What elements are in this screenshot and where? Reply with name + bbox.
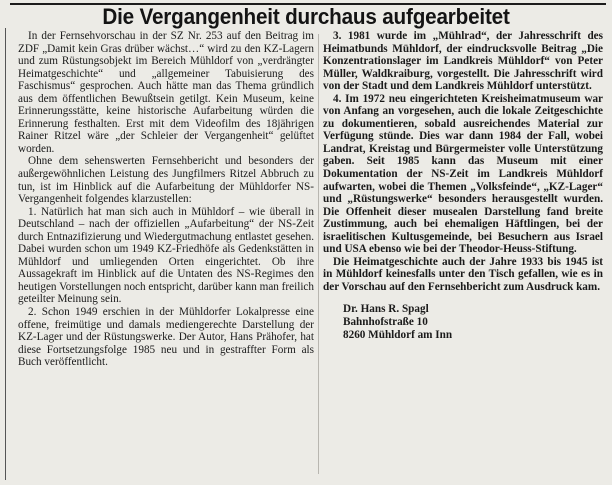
author-city: 8260 Mühldorf am Inn	[343, 328, 453, 341]
paragraph-intro: In der Fernsehvorschau in der SZ Nr. 253 auf den Beitrag im ZDF „Damit kein Gras drüber wächst…“ wird zu den KZ-Lagern und zum Rüstungsobjekt im Bereich Mühldorf von „verdrängter Heimatgeschichte“ und „allgemeiner Tabuisierung des Faschismus“ gesprochen. Auch hätte man das Thema gründlich aus dem öffentlichen Bewußtsein getilgt. Kein Museum, keine Erinnerungsstätte, keine historische Aufarbeitung würden die Erinnerung festhalten. Erst mit dem Videofilm des 18jährigen Rainer Ritzel wäre „der Schleier der Vergangenheit“ gelüftet worden.	[18, 30, 314, 155]
author-name: Dr. Hans R. Spagl	[343, 303, 429, 316]
article-column-left	[18, 30, 314, 369]
left-edge	[5, 28, 6, 480]
author-signature	[343, 303, 603, 341]
article-headline: Die Vergangenheit durchaus aufgearbeitet	[102, 4, 510, 29]
paragraph-point-1: 1. Natürlich hat man sich auch in Mühldorf – wie überall in Deutschland – nach der offiziellen „Aufarbeitung“ der NS-Zeit durch Entnazifizierung und Wiedergutmachung entlastet gesehen. Dabei wurden schon um 1949 KZ-Friedhöfe als Gedenkstätten in Mühldorf und umliegenden Orten eingerichtet. Ob ihre Aussagekraft im Hinblick auf die Untaten des NS-Regimes den heutigen Vorstellungen noch entspricht, darüber kann man freilich geteilter Meinung sein.	[18, 205, 314, 306]
paragraph-conclusion: Die Heimatgeschichte auch der Jahre 1933 bis 1945 ist in Mühldorf keinesfalls unter den Tisch gefallen, wie es in der Vorschau auf den Fernsehbericht zum Ausdruck kam.	[323, 255, 603, 293]
paragraph-clarification: Ohne dem sehenswerten Fernsehbericht und besonders der außergewöhnlichen Leistung des Jungfilmers Ritzel Abbruch zu tun, ist im Hinblick auf die Aufarbeitung der Mühldorfer NS-Vergangenheit folgendes klarzustellen:	[18, 155, 314, 206]
paragraph-point-3: 3. 1981 wurde im „Mühlrad“, der Jahresschrift des Heimatbunds Mühldorf, der eindrucksvolle Beitrag „Die Konzentrationslager im Landkreis Mühldorf“ von Peter Müller, Waldkraiburg, vorgestellt. Die Jahresschrift wird von der Stadt und dem Landkreis Mühldorf unterstützt.	[323, 30, 603, 93]
article-column-right	[323, 30, 603, 341]
paragraph-point-2: 2. Schon 1949 erschien in der Mühldorfer Lokalpresse eine offene, freimütige und damals mediengerechte Darstellung der KZ-Lager und der Rüstungswerke. Der Autor, Hans Prähofer, hat diese Fortsetzungsfolge 1985 neu und in gestraffter Form als Buch veröffentlicht.	[18, 306, 314, 369]
column-divider	[318, 34, 319, 474]
paragraph-point-4: 4. Im 1972 neu eingerichteten Kreisheimatmuseum war von Anfang an vorgesehen, auch die lokale Zeitgeschichte zu dokumentieren, sobald ausreichendes Material zur Verfügung stünde. Dies war dann 1984 der Fall, wobei Landrat, Kreistag und Bürgermeister volle Unterstützung gaben. Seit 1985 kann das Museum mit einer Dokumentation der NS-Zeit im Landkreis Mühldorf aufwarten, wobei die Themen „Volksfeinde“, „KZ-Lager“ und „Rüstungswerke“ besonders herausgestellt wurden. Die Offenheit dieser musealen Darstellung fand breite Zustimmung, auch bei ehemaligen Häftlingen, bei der israelitischen Kultusgemeinde, bei Besuchern aus Israel und USA ebenso wie bei der Theodor-Heuss-Stiftung.	[323, 92, 603, 256]
author-street: Bahnhofstraße 10	[343, 316, 428, 329]
